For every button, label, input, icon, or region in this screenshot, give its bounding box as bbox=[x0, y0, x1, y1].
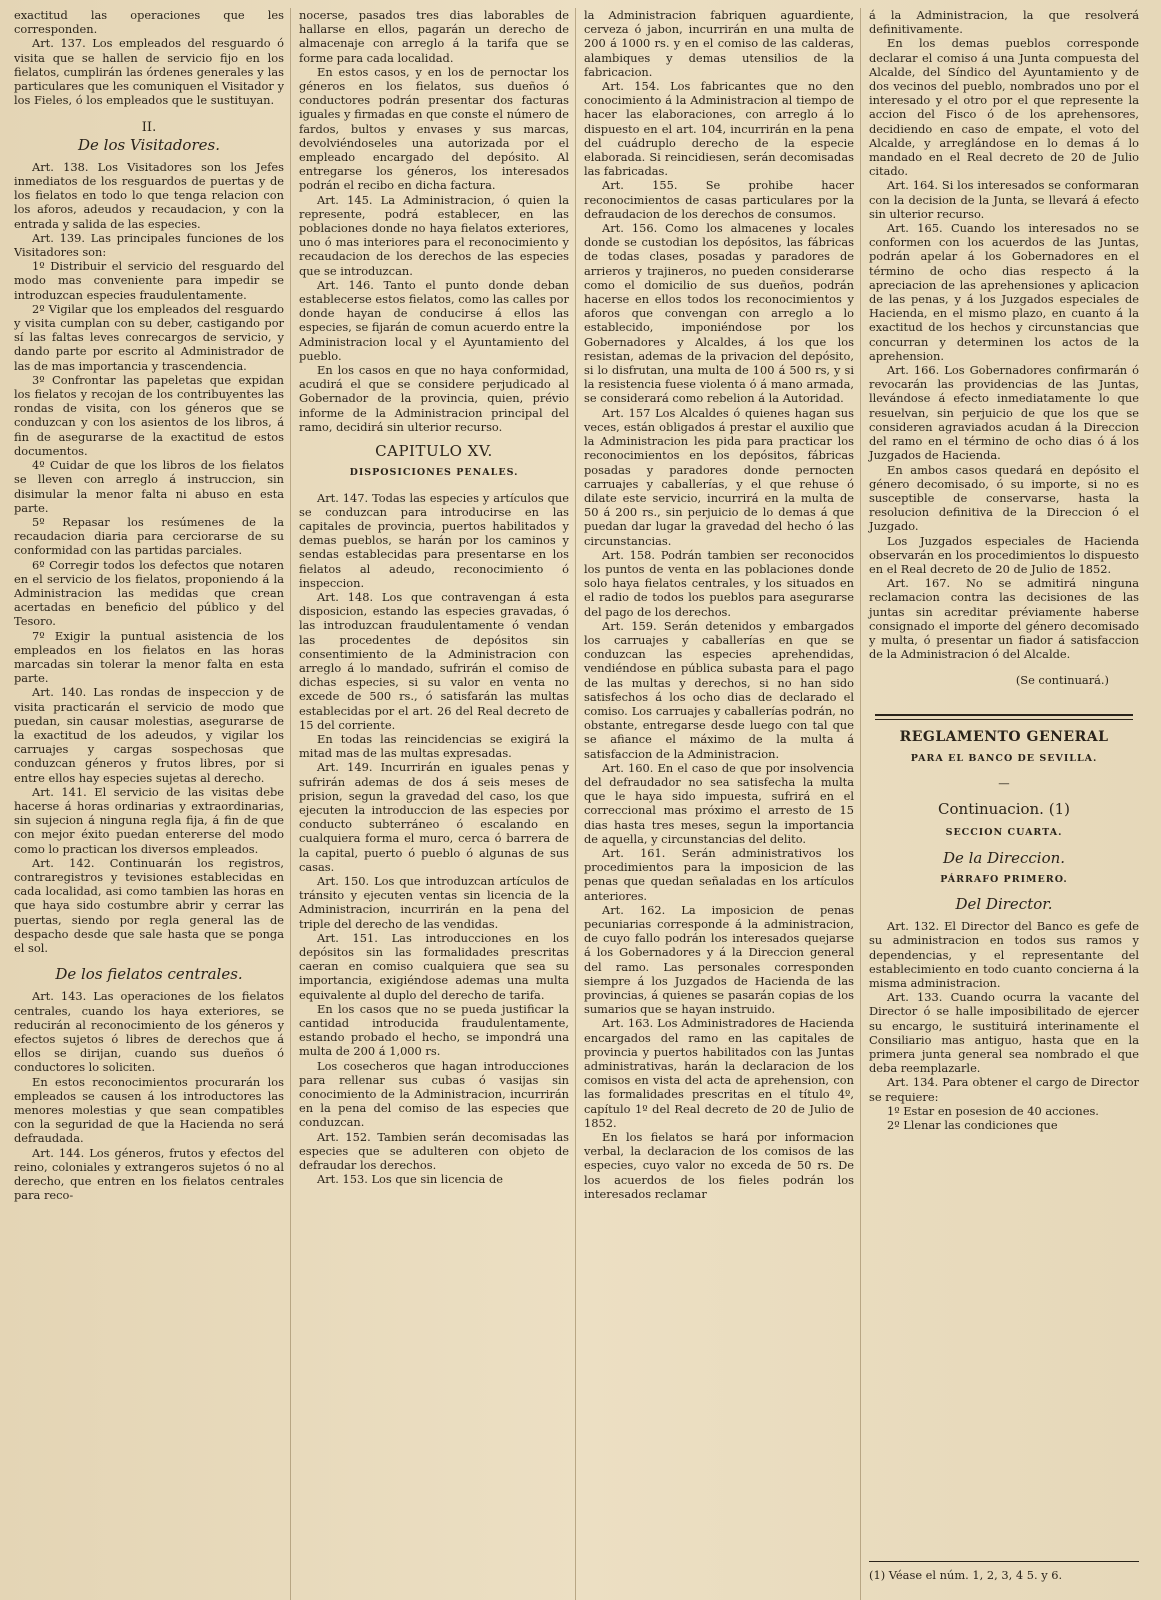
article-154: Art. 154. Los fabricantes que no den conocimiento á la Administracion al tiempo de hacer las elaboraciones, con arreglo á lo dispuesto en el art. 104, incurrirán en la pena del cuádruplo derecho de la especie elaborada. Si reincidiesen, serán decomisadas las fabricadas. bbox=[584, 79, 854, 179]
article-151: Art. 151. Las introducciones en los depósitos sin las formalidades prescritas caeran en comiso cualquiera que sea su importancia, exigiéndose ademas una multa equivalente al duplo del derecho de tarifa. bbox=[299, 930, 569, 1002]
article-143: Art. 143. Las operaciones de los fielatos centrales, cuando los haya exteriores, se reducirán al reconocimiento de los géneros y efectos sujetos ó libres de derechos que á ellos se dirijan, cuando sus dueños ó conductores lo soliciten. bbox=[14, 989, 284, 1075]
article-150: Art. 150. Los que introduzcan artículos de tránsito y ejecuten ventas sin licencia de la Administracion, incurrirán en la pena del triple del derecho de las vendidas. bbox=[299, 873, 569, 931]
paragraph: En los casos que no se pueda justificar la cantidad introducida fraudulentamente, estando probado el hecho, se impondrá una multa de 200 á 1,000 rs. bbox=[299, 1001, 569, 1059]
section-title-direccion: De la Direccion. bbox=[942, 848, 1066, 867]
continuation-note: (Se continuará.) bbox=[1015, 673, 1109, 688]
column-2 bbox=[290, 8, 569, 1600]
continuation-heading: Continuacion. (1) bbox=[938, 800, 1070, 819]
dash-separator: — bbox=[998, 775, 1010, 790]
article-152: Art. 152. Tambien serán decomisadas las especies que se adulteren con objeto de defraudar los derechos. bbox=[299, 1129, 569, 1173]
article-159: Art. 159. Serán detenidos y embargados los carruajes y caballerías en que se conduzcan las especies aprehendidas, vendiéndose en pública subasta para el pago de las multas y derechos, si no han sido satisfechos á los ocho dias de declarado el comiso. Los carruajes y caballerías podrán, no obstante, entregarse desde luego con tal que se afiance el máximo de la multa á satisfaccion de la Administracion. bbox=[584, 618, 854, 761]
list-item: 4º Cuidar de que los libros de los fielatos se lleven con arreglo á instruccion, sin disimular la menor falta ni abuso en esta parte. bbox=[14, 458, 284, 515]
article-145: Art. 145. La Administracion, ó quien la represente, podrá establecer, en las poblaciones donde no haya fielatos exteriores, uno ó mas interiores para el reconocimiento y recaudacion de los derechos de las especies que se introduzcan. bbox=[299, 192, 569, 278]
article-133: Art. 133. Cuando ocurra la vacante del Director ó se halle imposibilitado de ejercer su encargo, le sustituirá interinamente el Consiliario mas antiguo, hasta que en la primera junta general sea nombrado el que deba reemplazarle. bbox=[869, 990, 1139, 1076]
paragraph: En estos casos, y en los de pernoctar los géneros en los fielatos, sus dueños ó conductores podrán presentar dos facturas iguales y firmadas en que conste el número de fardos, bultos y envases y sus marcas, devolviéndoseles una autorizada por el empleado encargado del depósito. Al entregarse los géneros, los interesados podrán el recibo en dicha factura. bbox=[299, 64, 569, 193]
paragraph: En estos reconocimientos procurarán los empleados se causen á los introductores las menores molestias y que sean compatibles con la seguridad de que la Hacienda no será defraudada. bbox=[14, 1074, 284, 1146]
footnote: (1) Véase el núm. 1, 2, 3, 4 5. y 6. bbox=[869, 1561, 1139, 1582]
double-rule-divider bbox=[875, 714, 1133, 720]
list-item: 3º Confrontar las papeletas que expidan los fielatos y recojan de los contribuyentes las rondas de visita, con los géneros que se conduzcan y con los asientos de los libros, á fin de asegurarse de la exactitud de estos documentos. bbox=[14, 372, 284, 458]
article-134: Art. 134. Para obtener el cargo de Director se requiere: bbox=[869, 1075, 1139, 1104]
column-4 bbox=[860, 8, 1139, 1600]
article-144: Art. 144. Los géneros, frutos y efectos del reino, coloniales y extrangeros sujetos ó no al derecho, que entren en los fielatos centrales para reco- bbox=[14, 1145, 284, 1203]
list-item: 1º Estar en posesion de 40 acciones. bbox=[887, 1103, 1099, 1118]
list-item: 2º Vigilar que los empleados del resguardo y visita cumplan con su deber, castigando por sí las faltas leves conrecargos de servicio, y dando parte por escrito al Administrador de las de mas importancia y trascendencia. bbox=[14, 301, 284, 373]
article-132: Art. 132. El Director del Banco es gefe de su administracion en todos sus ramos y dependencias, y el representante del establecimiento en todo cuanto concierna á la misma administracion. bbox=[869, 919, 1139, 990]
article-157: Art. 157 Los Alcaldes ó quienes hagan sus veces, están obligados á prestar el auxilio que la Administracion les pida para practicar los reconocimientos en los depósitos, fábricas posadas y paradores donde pernocten carruajes y caballerías, y el que rehuse ó dilate este servicio, incurrirá en la multa de 50 á 200 rs., sin perjuicio de lo demas á que puedan dar lugar la gravedad del hecho ó las circunstancias. bbox=[584, 405, 854, 548]
paragraph: En ambos casos quedará en depósito el género decomisado, ó su importe, si no es susceptible de conservarse, hasta la resolucion definitiva de la Direccion ó el Juzgado. bbox=[869, 462, 1139, 534]
paragraph: Los cosecheros que hagan introducciones para rellenar sus cubas ó vasijas sin conocimiento de la Administracion, incurrirán en la pena del comiso de las especies que conduzcan. bbox=[299, 1058, 569, 1130]
article-142: Art. 142. Continuarán los registros, contraregistros y tevisiones establecidas en cada localidad, asi como tambien las horas en que haya sido costumbre abrir y cerrar las puertas, siendo por regla general las de despacho desde que sale hasta que se ponga el sol. bbox=[14, 855, 284, 955]
article-156: Art. 156. Como los almacenes y locales donde se custodian los depósitos, las fábricas de todas clases, posadas y paradores de arrieros y trajineros, no pueden considerarse como el domicilio de sus dueños, podrán hacerse en ellos todos los reconocimientos y aforos que convengan con arreglo a lo establecido, imponiéndose por los Gobernadores y Alcaldes, á los que los resistan, ademas de la privacion del depósito, si lo disfrutan, una multa de 100 á 500 rs, y si la resistencia fuese violenta ó á mano armada, se considerará como rebelion á la Autoridad. bbox=[584, 221, 854, 406]
article-162: Art. 162. La imposicion de penas pecuniarias corresponde á la administracion, de cuyo fallo podrán los interesados quejarse á los Gobernadores y á la Direccion general del ramo. Las personales corresponden siempre á los Juzgados de Hacienda de las provincias, á quienes se pasarán copias de los sumarios que se hayan instruido. bbox=[584, 902, 854, 1017]
article-155: Art. 155. Se prohibe hacer reconocimientos de casas particulares por la defraudacion de los derechos de consumos. bbox=[584, 178, 854, 221]
reglamento-subheading: PARA EL BANCO DE SEVILLA. bbox=[910, 752, 1098, 764]
article-139: Art. 139. Las principales funciones de los Visitadores son: bbox=[14, 230, 284, 260]
paragraph: En los demas pueblos corresponde declarar el comiso á una Junta compuesta del Alcalde, del Síndico del Ayuntamiento y de dos vecinos del pueblo, nombrados uno por el interesado y el otro por el que represente la accion del Fisco ó de los aprehensores, decidiendo en caso de empate, el voto del Alcalde, y arreglándose en lo demas á lo mandado en el Real decreto de 20 de Julio citado. bbox=[869, 36, 1139, 179]
list-item: 6º Corregir todos los defectos que notaren en el servicio de los fielatos, proponiendo á la Administracion las medidas que crean acertadas en beneficio del público y del Tesoro. bbox=[14, 557, 284, 629]
list-item: 7º Exigir la puntual asistencia de los empleados en los fielatos en las horas marcadas sin tolerar la menor falta en esta parte. bbox=[14, 628, 284, 686]
article-158: Art. 158. Podrán tambien ser reconocidos los puntos de venta en las poblaciones donde solo haya fielatos centrales, y los situados en el radio de todos los pueblos para asegurarse del pago de los derechos. bbox=[584, 547, 854, 619]
article-146: Art. 146. Tanto el punto donde deban establecerse estos fielatos, como las calles por donde hayan de conducirse á ellos las especies, se fijarán de comun acuerdo entre la Administracion local y el Ayuntamiento del pueblo. bbox=[299, 277, 569, 363]
article-147: Art. 147. Todas las especies y artículos que se conduzcan para introducirse en las capitales de provincia, puertos habilitados y demas pueblos, se harán por los caminos y sendas establecidas para presentarse en los fielatos al adeudo, reconocimiento ó inspeccion. bbox=[299, 490, 569, 590]
section-title-fielatos: De los fielatos centrales. bbox=[55, 965, 243, 984]
article-163: Art. 163. Los Administradores de Hacienda encargados del ramo en las capitales de provincia y puertos habilitados con las Juntas administrativas, harán la declaracion de los comisos en vista del acta de aprehension, con las formalidades prescritas en el título 4º, capítulo 1º del Real decreto de 20 de Julio de 1852. bbox=[584, 1016, 854, 1130]
column-3 bbox=[575, 8, 854, 1600]
paragraph: exactitud las operaciones que les corresponden. bbox=[14, 8, 284, 37]
article-138: Art. 138. Los Visitadores son los Jefes inmediatos de los resguardos de puertas y de los fielatos en todo lo que tenga relacion con los aforos, adeudos y recaudacion, y con la entrada y salida de las especies. bbox=[14, 159, 284, 231]
reglamento-heading: REGLAMENTO GENERAL bbox=[899, 728, 1109, 745]
list-item: 1º Distribuir el servicio del resguardo del modo mas conveniente para impedir se introduzcan especies fraudulentamente. bbox=[14, 259, 284, 302]
article-166: Art. 166. Los Gobernadores confirmarán ó revocarán las providencias de las Juntas, llevándose á efecto inmediatamente lo que resuelvan, sin perjuicio de que los que se consideren agraviados acudan á la Direccion del ramo en el término de ocho dias ó á los Juzgados de Hacienda. bbox=[869, 363, 1139, 463]
article-165: Art. 165. Cuando los interesados no se conformen con los acuerdos de las Juntas, podrán apelar á los Gobernadores en el término de ocho dias respecto á la apreciacion de las aprehensiones y aplicacion de las penas, y á los Juzgados especiales de Hacienda, en el mismo plazo, en cuanto á la exactitud de los hechos y circunstancias que concurran y determinen los actos de la aprehension. bbox=[869, 221, 1139, 363]
section-number: II. bbox=[141, 120, 157, 136]
chapter-subheading: DISPOSICIONES PENALES. bbox=[349, 467, 519, 479]
list-item: 5º Repasar los resúmenes de la recaudacion diaria para cerciorarse de su conformidad con las partidas parciales. bbox=[14, 514, 284, 558]
article-167: Art. 167. No se admitirá ninguna reclamacion contra las decisiones de las juntas sin acreditar préviamente haberse consignado el importe del género decomisado y multa, ó presentar un fiador á satisfaccion de la Administracion ó del Alcalde. bbox=[869, 576, 1139, 662]
article-137: Art. 137. Los empleados del resguardo ó visita que se hallen de servicio fijo en los fielatos, cumplirán las órdenes generales y las particulares que les comuniquen el Visitador y los Fieles, ó los empleados que le sustituyan. bbox=[14, 36, 284, 108]
list-item: 2º Llenar las condiciones que bbox=[887, 1118, 1058, 1133]
article-140: Art. 140. Las rondas de inspeccion y de visita practicarán el servicio de modo que puedan, sin causar molestias, asegurarse de la exactitud de los adeudos, y vigilar los carruajes y cargas sospechosas que conduzcan géneros y frutos libres, por si entre ellos hay especies sujetas al derecho. bbox=[14, 685, 284, 785]
section-title-director: Del Director. bbox=[955, 894, 1053, 913]
paragraph: Los Juzgados especiales de Hacienda observarán en los procedimientos lo dispuesto en el Real decreto de 20 de Julio de 1852. bbox=[869, 533, 1139, 576]
section-heading: SECCION CUARTA. bbox=[945, 827, 1063, 839]
article-160: Art. 160. En el caso de que por insolvencia del defraudador no sea satisfecha la multa que le haya sido impuesta, sufrirá en el correccional mas próximo el arresto de 15 dias hasta tres meses, segun la importancia de aquella, y circunstancias del delito. bbox=[584, 760, 854, 846]
article-141: Art. 141. El servicio de las visitas debe hacerse á horas ordinarias y extraordinarias, sin sujecion á ninguna regla fija, á fin de que con mejor éxito puedan entererse del modo como lo practican los diversos empleados. bbox=[14, 784, 284, 856]
paragraph: nocerse, pasados tres dias laborables de hallarse en ellos, pagarán un derecho de almacenaje con arreglo á la tarifa que se forme para cada localidad. bbox=[299, 8, 569, 65]
paragraph: En los fielatos se hará por informacion verbal, la declaracion de los comisos de las especies, cuyo valor no exceda de 50 rs. De los acuerdos de los fieles podrán los interesados reclamar bbox=[584, 1130, 854, 1201]
paragraph: En todas las reincidencias se exigirá la mitad mas de las multas expresadas. bbox=[299, 731, 569, 761]
article-148: Art. 148. Los que contravengan á esta disposicion, estando las especies gravadas, ó las introduzcan fraudulentamente ó vendan las procedentes de depósitos sin consentimiento de la Administracion con arreglo á lo mandado, sufrirán el comiso de dichas especies, si su valor en venta no excede de 500 rs., ó satisfarán las multas establecidas por el art. 26 del Real decreto de 15 del corriente. bbox=[299, 589, 569, 732]
article-164: Art. 164. Si los interesados se conformaran con la decision de la Junta, se llevará á efecto sin ulterior recurso. bbox=[869, 178, 1139, 221]
paragraph: la Administracion fabriquen aguardiente, cerveza ó jabon, incurrirán en una multa de 200 á 1000 rs. y en el comiso de las calderas, alambiques y demas utensilios de la fabricacion. bbox=[584, 8, 854, 79]
article-153: Art. 153. Los que sin licencia de bbox=[317, 1172, 504, 1187]
section-title-visitadores: De los Visitadores. bbox=[78, 135, 220, 154]
column-1 bbox=[14, 8, 284, 1600]
chapter-heading: CAPITULO XV. bbox=[375, 442, 493, 461]
article-161: Art. 161. Serán administrativos los procedimientos para la imposicion de las penas que quedan señaladas en los artículos anteriores. bbox=[584, 845, 854, 903]
article-149: Art. 149. Incurrirán en iguales penas y sufrirán ademas de dos á seis meses de prision, segun la gravedad del caso, los que ejecuten la introduccion de las especies por conducto subterráneo ó escalando en cualquiera forma el muro, cerca ó barrera de la capital, puerto ó pueblo ó algunas de sus casas. bbox=[299, 760, 569, 874]
paragraph: á la Administracion, la que resolverá definitivamente. bbox=[869, 8, 1139, 37]
paragraph: En los casos en que no haya conformidad, acudirá el que se considere perjudicado al Gobernador de la provincia, quien, prévio informe de la Administracion principal del ramo, decidirá sin ulterior recurso. bbox=[299, 363, 569, 434]
paragraph-heading: PÁRRAFO PRIMERO. bbox=[940, 873, 1068, 885]
